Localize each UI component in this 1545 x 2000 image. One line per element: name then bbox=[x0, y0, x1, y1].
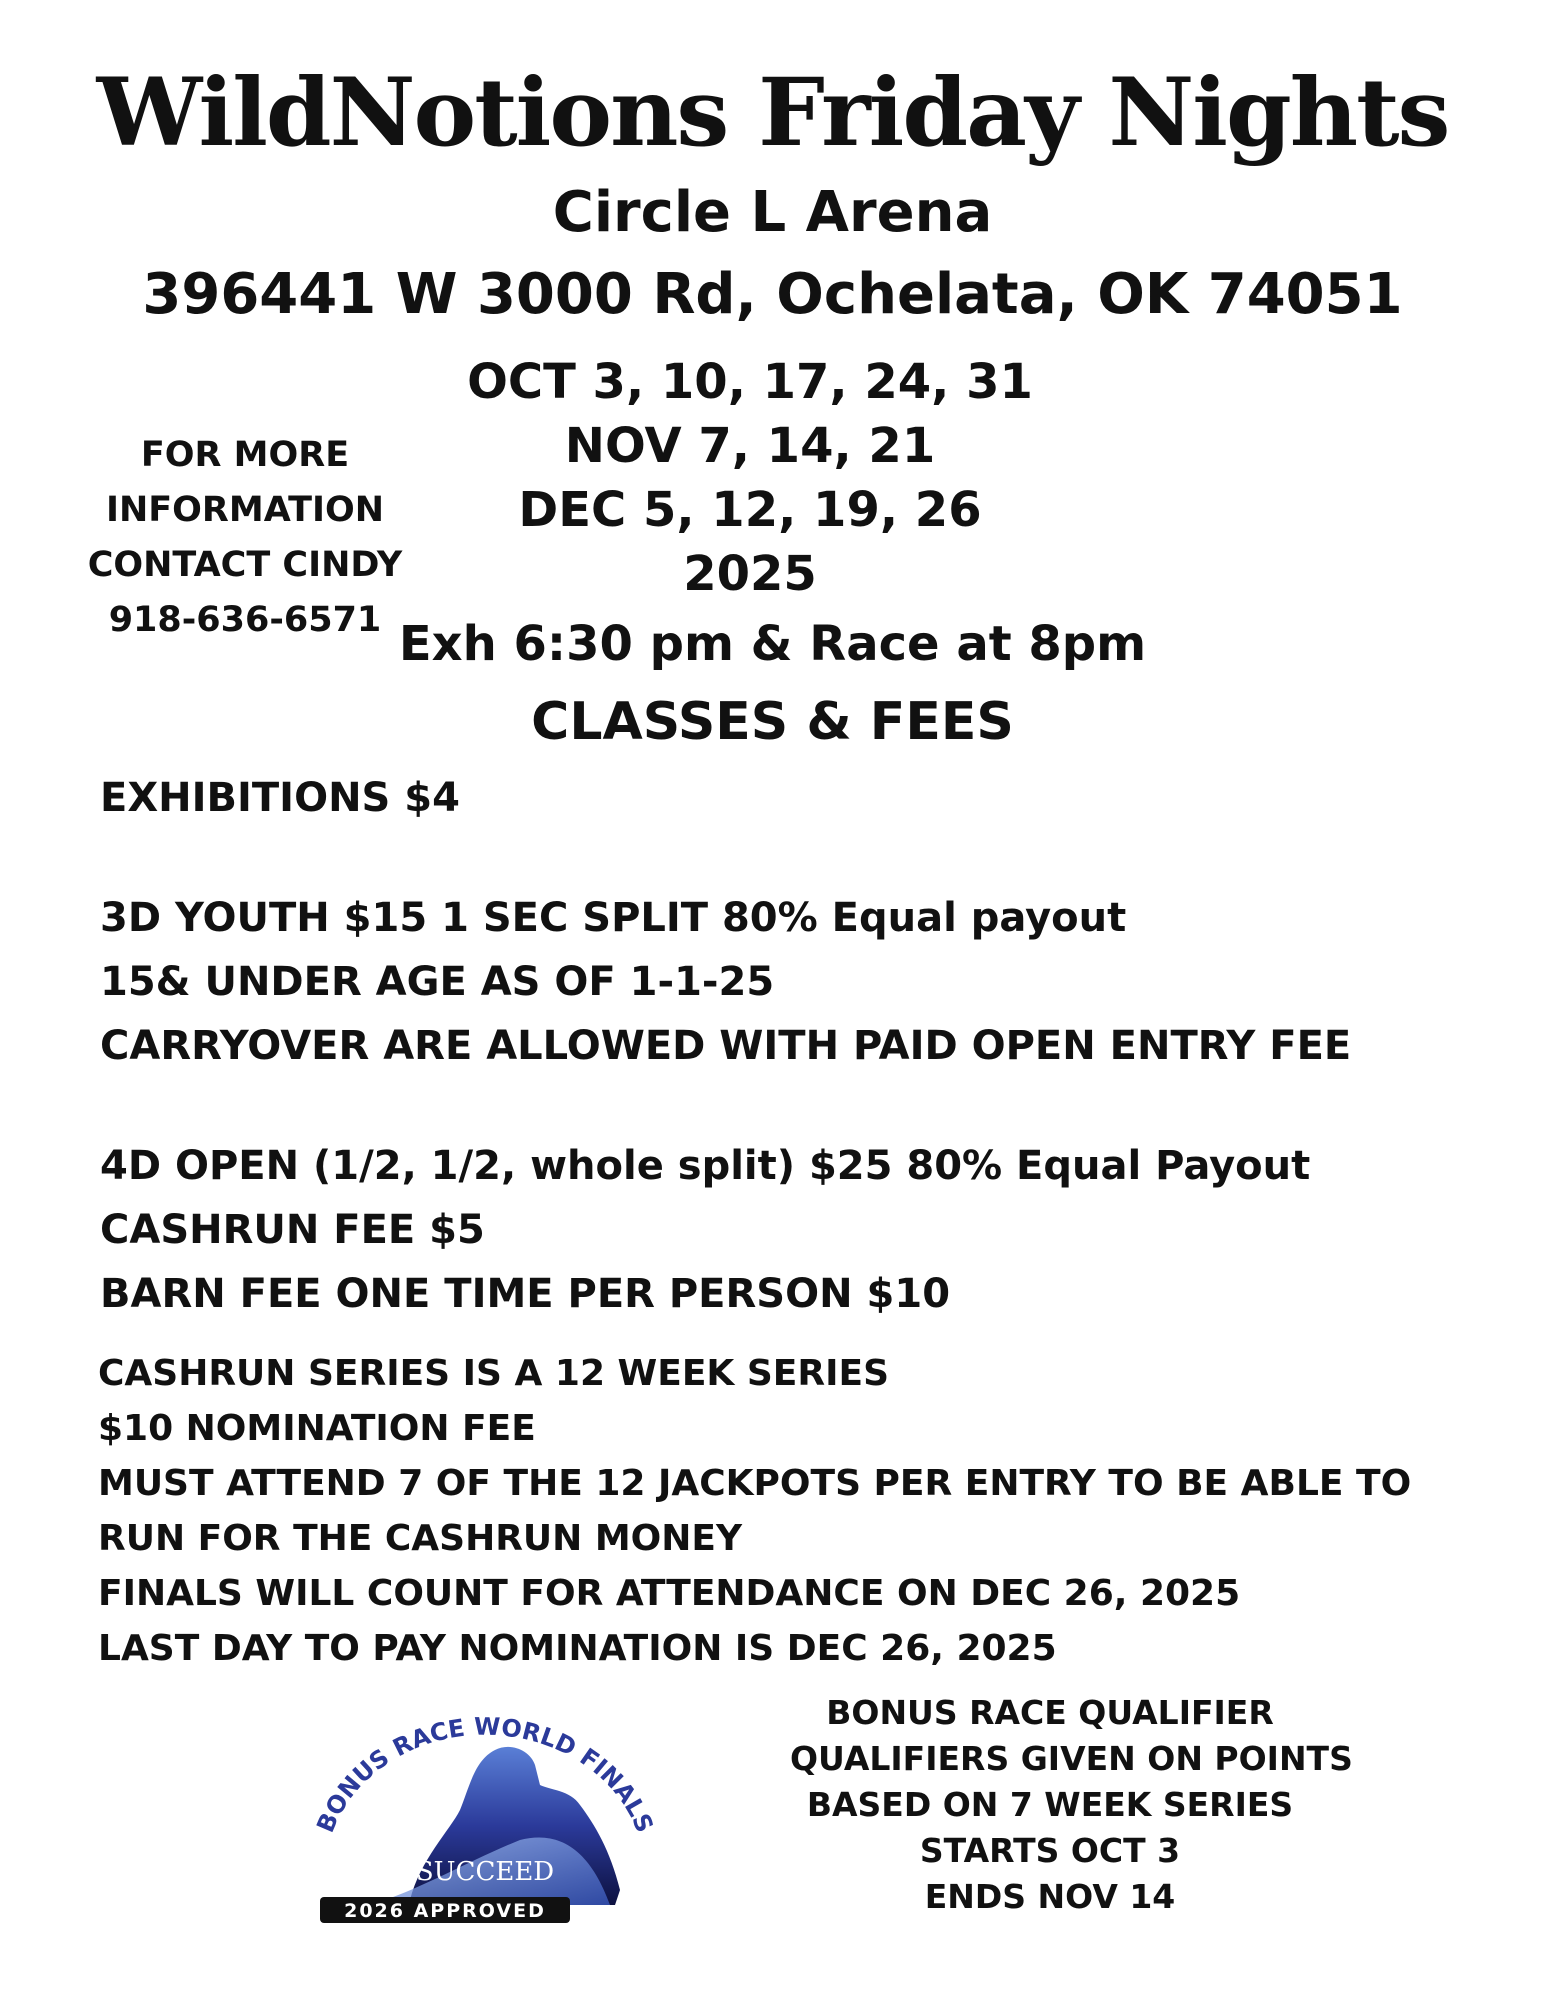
dates-december: DEC 5, 12, 19, 26 bbox=[518, 482, 982, 538]
cashrun-line: FINALS WILL COUNT FOR ATTENDANCE ON DEC 26, 2025 bbox=[98, 1573, 1241, 1614]
logo-brand: SUCCEED bbox=[415, 1857, 555, 1887]
open-line: 4D OPEN (1/2, 1/2, whole split) $25 80% Equal Payout bbox=[100, 1143, 1311, 1189]
open-line: CASHRUN FEE $5 bbox=[100, 1207, 485, 1253]
open-class bbox=[100, 1134, 1310, 1326]
venue-address: 396441 W 3000 Rd, Ochelata, OK 74051 bbox=[142, 262, 1403, 327]
contact-info bbox=[60, 428, 430, 648]
bonus-line: QUALIFIERS GIVEN ON POINTS bbox=[790, 1739, 1353, 1778]
cashrun-line: $10 NOMINATION FEE bbox=[98, 1408, 536, 1449]
approved-badge-text: 2026 APPROVED bbox=[344, 1900, 546, 1922]
youth-line: 15& UNDER AGE AS OF 1-1-25 bbox=[100, 959, 775, 1005]
bonus-line: STARTS OCT 3 bbox=[919, 1831, 1181, 1870]
contact-phone: 918-636-6571 bbox=[108, 600, 382, 640]
cashrun-line: CASHRUN SERIES IS A 12 WEEK SERIES bbox=[98, 1353, 889, 1394]
bonus-race-logo bbox=[310, 1690, 660, 1930]
event-dates bbox=[430, 350, 1070, 606]
logo-arc-text: BONUS RACE WORLD FINALS bbox=[311, 1712, 659, 1837]
open-line: BARN FEE ONE TIME PER PERSON $10 bbox=[100, 1271, 951, 1317]
cashrun-series bbox=[98, 1346, 1411, 1676]
exhibitions-fee: EXHIBITIONS $4 bbox=[100, 775, 460, 821]
bonus-line: BONUS RACE QUALIFIER bbox=[826, 1693, 1274, 1732]
dates-october: OCT 3, 10, 17, 24, 31 bbox=[467, 354, 1033, 410]
classes-heading: CLASSES & FEES bbox=[531, 692, 1014, 752]
cashrun-line: MUST ATTEND 7 OF THE 12 JACKPOTS PER ENTRY TO BE ABLE TO bbox=[98, 1463, 1412, 1504]
cashrun-line: RUN FOR THE CASHRUN MONEY bbox=[98, 1518, 743, 1559]
bonus-line: ENDS NOV 14 bbox=[924, 1877, 1176, 1916]
cashrun-line: LAST DAY TO PAY NOMINATION IS DEC 26, 2025 bbox=[98, 1628, 1057, 1669]
venue-name: Circle L Arena bbox=[552, 180, 993, 245]
logo-graphic bbox=[310, 1690, 660, 1930]
youth-class bbox=[100, 886, 1351, 1078]
event-title: WildNotions Friday Nights bbox=[96, 58, 1449, 168]
contact-line: CONTACT CINDY bbox=[87, 545, 403, 585]
contact-line: FOR MORE bbox=[140, 435, 350, 475]
bonus-qualifier bbox=[790, 1690, 1353, 1920]
youth-line: CARRYOVER ARE ALLOWED WITH PAID OPEN ENTRY FEE bbox=[100, 1023, 1352, 1069]
event-times: Exh 6:30 pm & Race at 8pm bbox=[398, 616, 1147, 672]
contact-line: INFORMATION bbox=[105, 490, 385, 530]
bonus-line: BASED ON 7 WEEK SERIES bbox=[806, 1785, 1294, 1824]
dates-november: NOV 7, 14, 21 bbox=[564, 418, 936, 474]
dates-year: 2025 bbox=[683, 546, 817, 602]
youth-line: 3D YOUTH $15 1 SEC SPLIT 80% Equal payout bbox=[100, 895, 1127, 941]
